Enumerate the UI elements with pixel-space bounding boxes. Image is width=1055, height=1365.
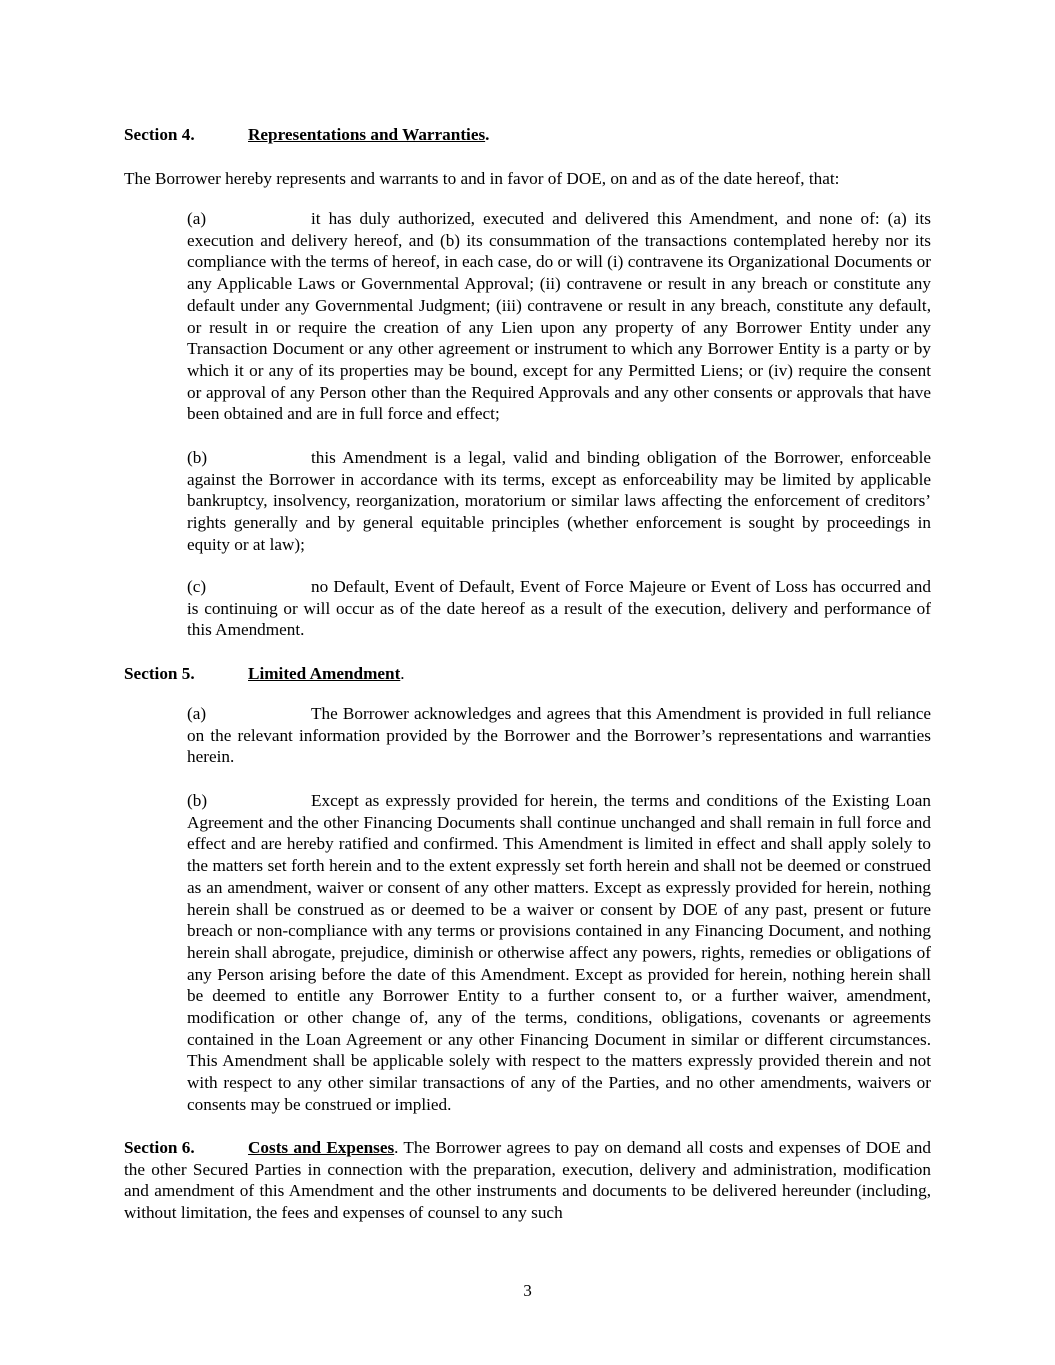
clause-4c [124,576,931,641]
section-number: Section 4. [124,125,195,144]
clause-label: (c) [187,577,207,596]
clause-text: this Amendment is a legal, valid and binding obligation of the Borrower, enforceable against the Borrower in accordance with its terms, except as enforceability may be limited by applicable bankruptcy, insolvency, reorganization, moratorium or similar laws affecting the enforcement of creditors’ rights generally and by general equitable principles (whether enforcement is sought by proceedings in equity or at law); [187,448,931,554]
page-number: 3 [523,1281,532,1300]
clause-text: The Borrower acknowledges and agrees that this Amendment is provided in full reliance on the relevant information provided by the Borrower and the Borrower’s representations and warranties herein. [187,704,931,767]
section-number: Section 5. [124,664,195,683]
section-title: Costs and Expenses [248,1138,395,1157]
clause-label: (b) [187,791,208,810]
clause-text: no Default, Event of Default, Event of Force Majeure or Event of Loss has occurred and is continuing or will occur as of the date hereof as a result of the execution, delivery and performance of this Amendment. [187,577,931,640]
section-4-intro: The Borrower hereby represents and warrants to and in favor of DOE, on and as of the date hereof, that: [124,169,840,188]
title-suffix: . [485,125,490,144]
section-6 [124,1137,931,1224]
clause-4b [124,447,931,556]
clause-4a [124,208,931,425]
clause-label: (b) [187,448,208,467]
section-title: Limited Amendment [248,664,401,683]
clause-text: it has duly authorized, executed and delivered this Amendment, and none of: (a) its execution and delivery hereof, and (b) its consummation of the transactions contemplated hereby nor its compliance with the terms of hereof, in each case, do or will (i) contravene its Organizational Documents or any Applicable Laws or Governmental Approval; (ii) contravene or result in any breach or constitute any default under any Governmental Judgment; (iii) contravene or result in any breach, constitute any default, or result in or require the creation of any Lien upon any property of any Borrower Entity under any Transaction Document or any other agreement or instrument to which any Borrower Entity is a party or by which it or any of its properties may be bound, except for any Permitted Liens; or (iv) require the consent or approval of any Person other than the Required Approvals and any other consents or approvals that have been obtained and are in full force and effect; [187,209,931,424]
clause-text: Except as expressly provided for herein, the terms and conditions of the Existing Loan Agreement and the other Financing Documents shall continue unchanged and shall remain in full force and effect and are hereby ratified and confirmed. This Amendment is limited in effect and shall apply solely to the matters set forth herein and to the extent expressly set forth herein and shall not be deemed or construed as an amendment, waiver or consent of any other matters. Except as expressly provided for herein, nothing herein shall be construed as or deemed to be a waiver or consent by DOE of any past, present or future breach or non-compliance with any terms or provisions contained in any Financing Document, and nothing herein shall abrogate, prejudice, diminish or otherwise affect any powers, rights, remedies or obligations of any Person arising before the date of this Amendment. Except as provided for herein, nothing herein shall be deemed to entitle any Borrower Entity to a further consent to, or a further waiver, amendment, modification or other change of, any of the terms, conditions, obligations, covenants or agreements contained in the Loan Agreement or any other Financing Document in similar or different circumstances. This Amendment shall be applicable solely with respect to the matters expressly provided therein and not with respect to any other similar transactions of any of the Parties, and no other amendments, waivers or consents may be construed or implied. [187,791,931,1114]
clause-5a [124,703,931,768]
clause-5b [124,790,931,1116]
clause-label: (a) [187,209,207,228]
section-text: . The Borrower agrees to pay on demand all costs and expenses of DOE and the other Secured Parties in connection with the preparation, execution, delivery and administration, modification and amendment of this Amendment and the other instruments and documents to be delivered hereunder (including, without limitation, the fees and expenses of counsel to any such [124,1138,931,1223]
section-5-heading [124,663,931,685]
section-number: Section 6. [124,1138,195,1157]
clause-label: (a) [187,704,207,723]
section-title: Representations and Warranties [248,125,486,144]
title-suffix: . [400,664,405,683]
section-4-heading [124,124,931,146]
